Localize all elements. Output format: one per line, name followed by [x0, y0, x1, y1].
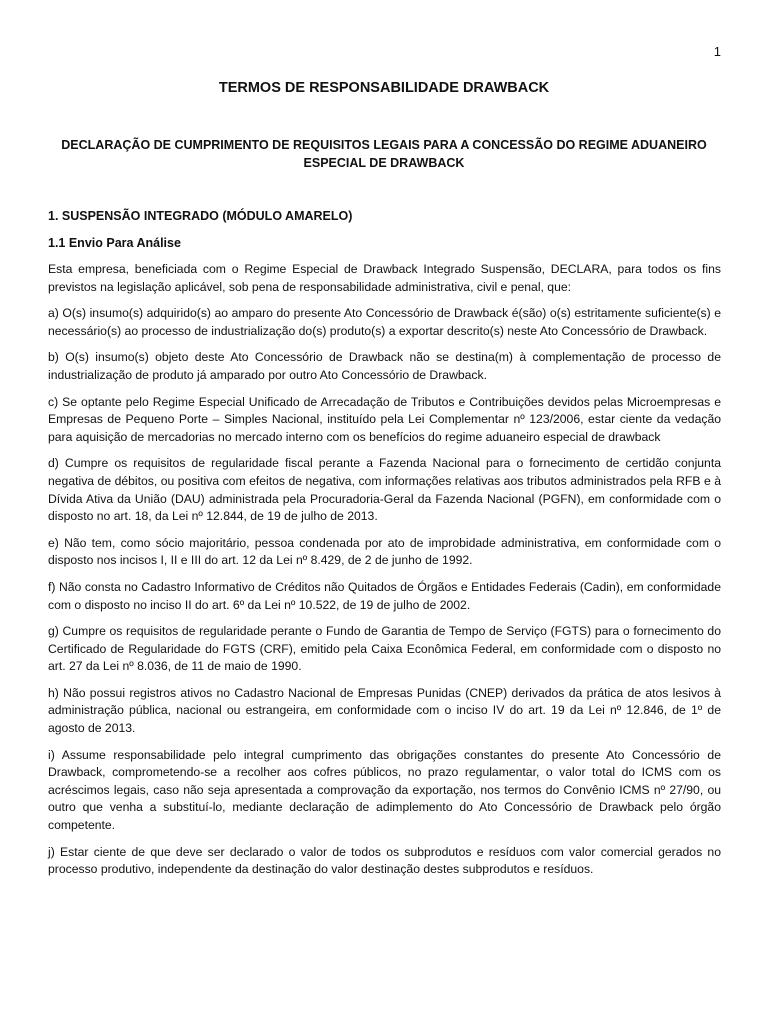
clause-h: h) Não possui registros ativos no Cadastro Nacional de Empresas Punidas (CNEP) derivados da prática de atos lesivos à administração pública, nacional ou estrangeira, em conformidade com o inciso IV do art. 19 da Lei nº 12.846, de 1º de agosto de 2013.	[48, 685, 721, 736]
clause-d: d) Cumpre os requisitos de regularidade fiscal perante a Fazenda Nacional para o fornecimento de certidão conjunta negativa de débitos, ou positiva com efeitos de negativa, com informações relativas aos tributos administrados pela RFB e à Dívida Ativa da União (DAU) administrada pela Procuradoria-Geral da Fazenda Nacional (PGFN), em conformidade com o disposto no art. 18, da Lei nº 12.844, de 19 de julho de 2013.	[48, 456, 721, 524]
clause-a: a) O(s) insumo(s) adquirido(s) ao amparo do presente Ato Concessório de Drawback é(são) o(s) estritamente suficiente(s) e necessário(s) ao processo de industrialização do(s) produto(s) a exportar descrito(s) neste Ato Concessório de Drawback.	[48, 306, 721, 338]
clause-j: j) Estar ciente de que deve ser declarado o valor de todos os subprodutos e resíduos com valor comercial gerados no processo produtivo, independente da destinação do valor destinação destes subprodutos e resíduos.	[48, 844, 721, 877]
document-subtitle: DECLARAÇÃO DE CUMPRIMENTO DE REQUISITOS LEGAIS PARA A CONCESSÃO DO REGIME ADUANEIRO ESPECIAL DE DRAWBACK	[61, 138, 707, 170]
clause-i: i) Assume responsabilidade pelo integral cumprimento das obrigações constantes do presente Ato Concessório de Drawback, comprometendo-se a recolher aos cofres públicos, no prazo regulamentar, o valor total do ICMS com os acréscimos legais, caso não seja apresentada a comprovação da exportação, nos termos do Convênio ICMS nº 27/90, ou outro que venha a substituí-lo, mediante declaração de adimplemento do Ato Concessório de Drawback pelo órgão competente.	[48, 747, 721, 833]
document-title: TERMOS DE RESPONSABILIDADE DRAWBACK	[218, 80, 550, 96]
section-heading: 1. SUSPENSÃO INTEGRADO (MÓDULO AMARELO)	[48, 209, 353, 223]
clause-f: f) Não consta no Cadastro Informativo de Créditos não Quitados de Órgãos e Entidades Federais (Cadin), em conformidade com o disposto no inciso II do art. 6º da Lei nº 10.522, de 19 de julho de 2002.	[48, 579, 721, 612]
subsection-heading: 1.1 Envio Para Análise	[48, 236, 181, 250]
clause-e: e) Não tem, como sócio majoritário, pessoa condenada por ato de improbidade administrativa, em conformidade com o disposto nos incisos I, II e III do art. 12 da Lei nº 8.429, de 2 de junho de 1992.	[48, 535, 721, 568]
clause-g: g) Cumpre os requisitos de regularidade perante o Fundo de Garantia de Tempo de Serviço (FGTS) para o fornecimento do Certificado de Regularidade do FGTS (CRF), emitido pela Caixa Econômica Federal, em conformidade com o disposto no art. 27 da Lei nº 8.036, de 11 de maio de 1990.	[48, 624, 721, 674]
clause-c: c) Se optante pelo Regime Especial Unificado de Arrecadação de Tributos e Contribuições devidos pelas Microempresas e Empresas de Pequeno Porte – Simples Nacional, instituído pela Lei Complementar nº 123/2006, estar ciente da vedação para aquisição de mercadorias no mercado interno com os benefícios do regime aduaneiro especial de drawback	[48, 394, 721, 444]
intro-paragraph: Esta empresa, beneficiada com o Regime Especial de Drawback Integrado Suspensão, DECLARA, para todos os fins previstos na legislação aplicável, sob pena de responsabilidade administrativa, civil e penal, que:	[48, 262, 721, 294]
clause-b: b) O(s) insumo(s) objeto deste Ato Concessório de Drawback não se destina(m) à complementação de processo de industrialização de produto já amparado por outro Ato Concessório de Drawback.	[48, 350, 721, 382]
page-number: 1	[713, 44, 721, 59]
document-body	[48, 208, 721, 888]
